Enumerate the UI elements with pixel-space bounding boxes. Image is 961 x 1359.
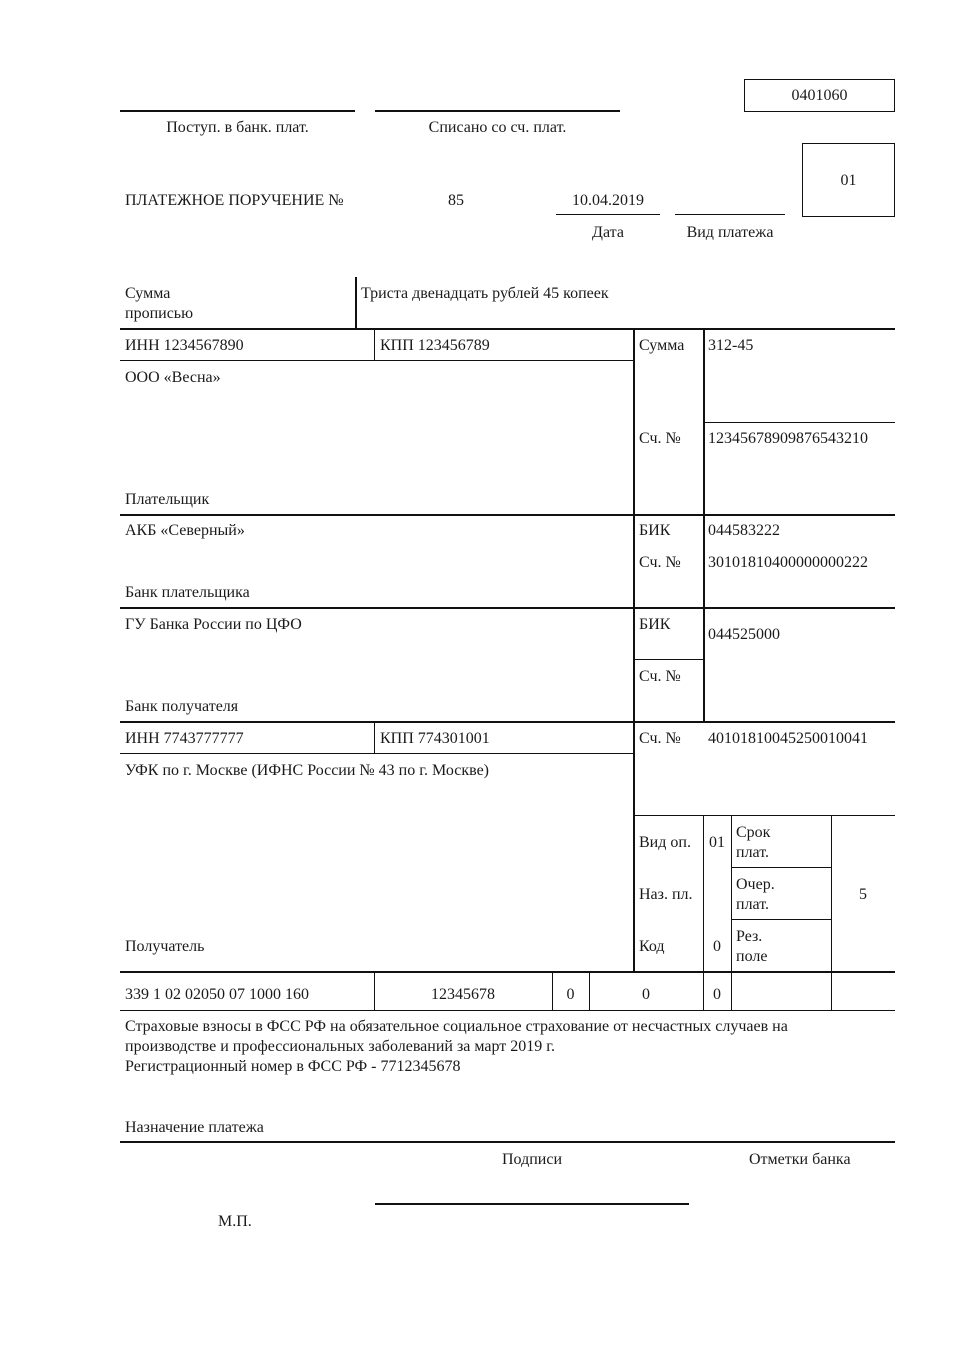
received-label: Поступ. в банк. плат.: [166, 119, 309, 136]
amount-words-label-2: прописью: [125, 305, 194, 322]
priority-value: 5: [859, 886, 867, 903]
payer-sum-value: 312-45: [708, 337, 754, 354]
code-label: Код: [639, 938, 665, 955]
signature-line: [375, 1203, 689, 1205]
date-label: Дата: [592, 224, 624, 241]
payer-bank-bik-label: БИК: [639, 522, 671, 539]
row-line-515: [120, 514, 895, 516]
budget-field-3: 0: [713, 986, 721, 1003]
debited-label: Списано со сч. плат.: [428, 119, 567, 136]
row-line-608: [120, 607, 895, 609]
payee-bank-name: ГУ Банка России по ЦФО: [125, 616, 302, 633]
payer-bank-label: Банк плательщика: [125, 584, 250, 601]
payer-account-value: 12345678909876543210: [708, 430, 868, 447]
payer-inn-kpp-divider: [374, 328, 375, 360]
payer-bank-name: АКБ «Северный»: [125, 522, 245, 539]
codes-row-919: [731, 919, 831, 920]
payee-kpp: КПП 774301001: [380, 730, 490, 747]
payee-bank-bik-value: 044525000: [708, 626, 780, 643]
reserve-label-2: поле: [736, 948, 768, 965]
payer-name: ООО «Весна»: [125, 369, 221, 386]
term-label-2: плат.: [736, 844, 770, 861]
payee-name: УФК по г. Москве (ИФНС России № 43 по г. Москве): [125, 762, 489, 779]
order-date: 10.04.2019: [572, 192, 644, 209]
payment-type-line: [675, 214, 785, 215]
payer-bank-account-value: 30101810400000000222: [708, 554, 868, 571]
col-line-703: [703, 328, 705, 722]
term-label-1: Срок: [736, 824, 771, 841]
payer-label: Плательщик: [125, 491, 210, 508]
stamp-label: М.П.: [218, 1213, 252, 1230]
payer-bank-account-label: Сч. №: [639, 554, 681, 571]
payee-label: Получатель: [125, 938, 205, 955]
payer-account-label: Сч. №: [639, 430, 681, 447]
purpose-line-3: Регистрационный номер в ФСС РФ - 7712345678: [125, 1058, 461, 1075]
amount-words-label-1: Сумма: [125, 285, 171, 302]
payee-inn: ИНН 7743777777: [125, 730, 244, 747]
row-line-329: [120, 328, 895, 330]
priority-label-2: плат.: [736, 896, 770, 913]
codes-col-831: [831, 815, 832, 1010]
payee-bank-bik-label: БИК: [639, 616, 671, 633]
payee-account-label: Сч. №: [639, 730, 681, 747]
row-line-972: [120, 971, 895, 973]
payer-inn-line: [120, 360, 633, 361]
codes-top-line: [633, 815, 895, 816]
payer-kpp: КПП 123456789: [380, 337, 490, 354]
payment-type-label: Вид платежа: [686, 224, 774, 241]
op-type-label: Вид оп.: [639, 834, 691, 851]
col-line-634: [633, 328, 635, 972]
amount-words-value: Триста двенадцать рублей 45 копеек: [361, 285, 609, 302]
payer-bank-bik-value: 044583222: [708, 522, 780, 539]
payee-inn-line: [120, 753, 633, 754]
purpose-bottom-line: [120, 1141, 895, 1143]
payer-inn: ИНН 1234567890: [125, 337, 244, 354]
purpose-line-1: Страховые взносы в ФСС РФ на обязательное социальное страхование от несчастных случаев на: [125, 1018, 788, 1035]
payee-bank-bik-line: [633, 659, 703, 660]
purpose-label: Назначение платежа: [125, 1119, 264, 1136]
payer-sum-label: Сумма: [639, 337, 685, 354]
codes-col-731: [731, 815, 732, 1010]
payee-account-value: 40101810045250010041: [708, 730, 868, 747]
purpose-code-label: Наз. пл.: [639, 886, 693, 903]
payee-bank-label: Банк получателя: [125, 698, 239, 715]
amount-words-divider: [355, 277, 357, 328]
status-code: 01: [840, 172, 857, 189]
kbk-value: 339 1 02 02050 07 1000 160: [125, 986, 309, 1003]
payee-bank-account-label: Сч. №: [639, 668, 681, 685]
reserve-label-1: Рез.: [736, 928, 763, 945]
signatures-label: Подписи: [501, 1151, 563, 1168]
oktmo-value: 12345678: [431, 986, 495, 1003]
date-line: [556, 214, 660, 215]
received-line: [120, 110, 355, 112]
bank-marks-label: Отметки банка: [749, 1151, 851, 1168]
form-code: 0401060: [791, 87, 848, 104]
budget-field-1: 0: [566, 986, 575, 1003]
order-title: ПЛАТЕЖНОЕ ПОРУЧЕНИЕ №: [125, 192, 344, 209]
row-line-722: [120, 721, 895, 723]
priority-label-1: Очер.: [736, 876, 775, 893]
budget-bottom-line: [120, 1010, 895, 1011]
debited-line: [375, 110, 620, 112]
budget-field-2: 0: [642, 986, 650, 1003]
codes-row-867: [731, 867, 831, 868]
sum-account-line: [703, 422, 895, 423]
order-number: 85: [448, 192, 464, 209]
op-type-value: 01: [709, 834, 725, 851]
payee-inn-kpp-divider: [374, 721, 375, 753]
purpose-line-2: производстве и профессиональных заболеваний за март 2019 г.: [125, 1038, 556, 1055]
code-value: 0: [713, 938, 721, 955]
